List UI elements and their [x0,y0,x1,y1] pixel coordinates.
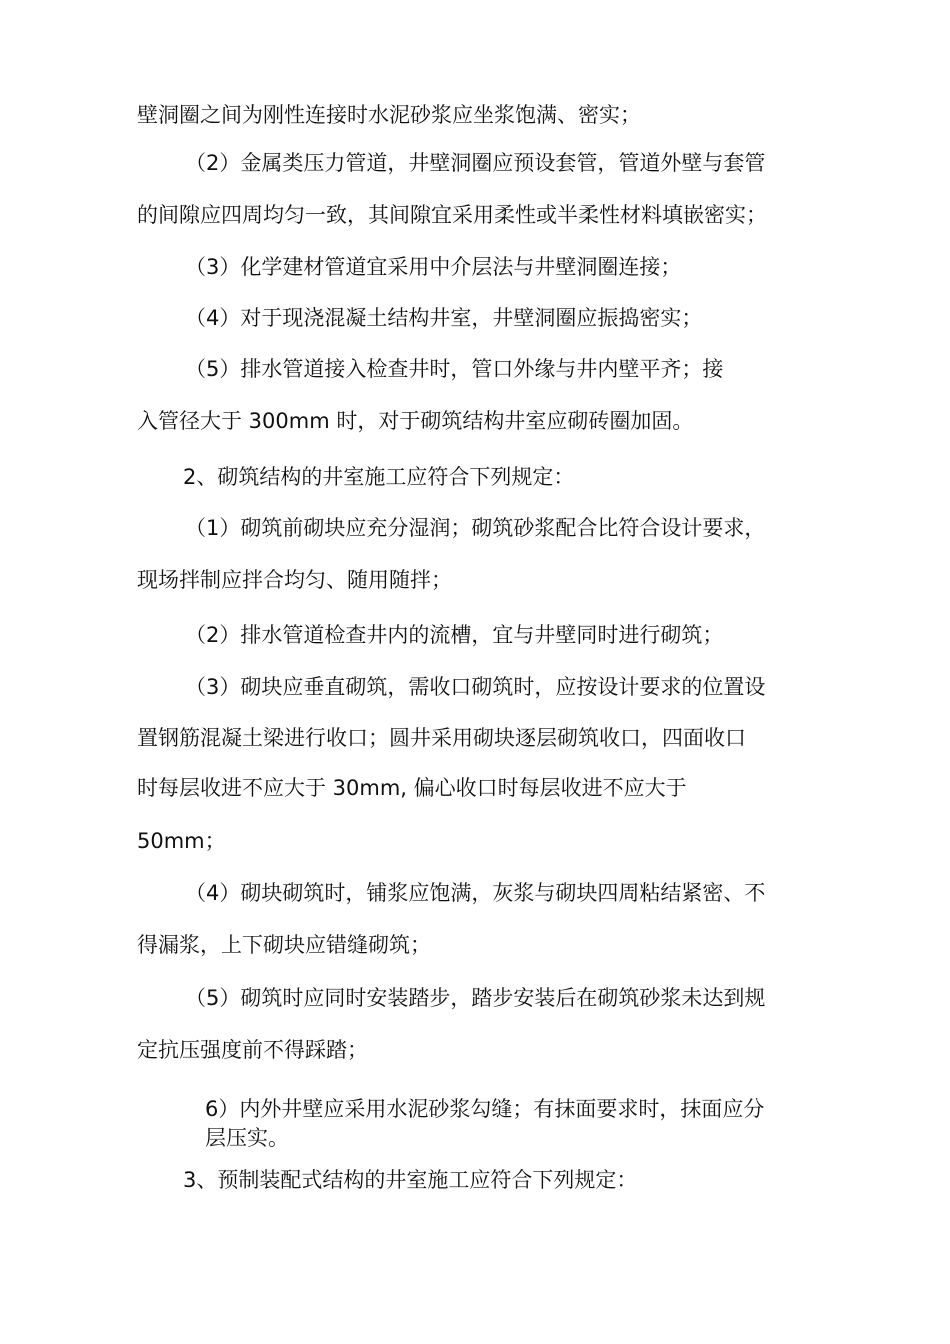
text-line: 现场拌制应拌合均匀、随用随拌； [137,568,452,592]
text-line: 6）内外井壁应采用水泥砂浆勾缝；有抹面要求时，抹面应分 [205,1097,765,1121]
text-line: 入管径大于 300mm 时，对于砌筑结构井室应砌砖圈加固。 [137,409,694,433]
text-line: 层压实。 [205,1126,289,1150]
text-line: （3）化学建材管道宜采用中介层法与井壁洞圈连接； [185,255,682,279]
text-line: （2）金属类压力管道，井壁洞圈应预设套管，管道外壁与套管 [185,151,766,175]
text-line: 50mm； [137,829,226,853]
text-line: 定抗压强度前不得踩踏； [137,1038,368,1062]
text-line: 得漏浆，上下砌块应错缝砌筑； [137,933,431,957]
text-line: 的间隙应四周均匀一致，其间隙宜采用柔性或半柔性材料填嵌密实； [137,203,767,227]
text-line: （5）排水管道接入检查井时，管口外缘与井内壁平齐；接 [185,357,724,381]
section-heading: 3、预制装配式结构的井室施工应符合下列规定： [183,1168,638,1192]
text-line: （2）排水管道检查井内的流槽，宜与井壁同时进行砌筑； [185,623,724,647]
text-line: （4）砌块砌筑时，铺浆应饱满，灰浆与砌块四周粘结紧密、不 [185,881,766,905]
section-heading: 2、砌筑结构的井室施工应符合下列规定： [183,465,575,489]
text-line: （5）砌筑时应同时安装踏步，踏步安装后在砌筑砂浆未达到规 [185,986,766,1010]
text-line: （4）对于现浇混凝土结构井室，井壁洞圈应振捣密实； [185,306,703,330]
text-line: 时每层收进不应大于 30mm, 偏心收口时每层收进不应大于 [137,776,687,800]
text-line: （3）砌块应垂直砌筑，需收口砌筑时，应按设计要求的位置设 [185,675,766,699]
text-line: 置钢筋混凝土梁进行收口；圆井采用砌块逐层砌筑收口，四面收口 [137,726,746,750]
text-line: （1）砌筑前砌块应充分湿润；砌筑砂浆配合比符合设计要求， [185,516,766,540]
text-line: 壁洞圈之间为刚性连接时水泥砂浆应坐浆饱满、密实； [137,103,641,127]
